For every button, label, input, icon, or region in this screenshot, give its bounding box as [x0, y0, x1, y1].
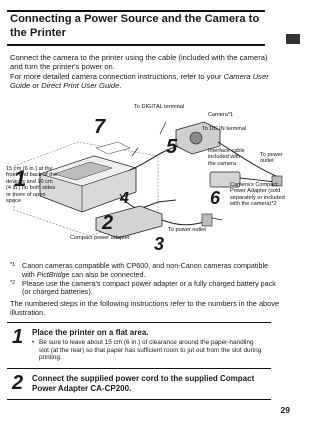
chapter-tab-marker — [286, 34, 300, 44]
intro-text: For more detailed camera connection instructions, refer to your — [10, 71, 224, 81]
label-line: or more of open — [6, 191, 46, 198]
bullet-dot: • — [32, 339, 35, 346]
label-line: the camera — [208, 160, 236, 167]
label-clearance — [6, 166, 62, 204]
step-bullet — [32, 339, 264, 362]
camera-lens-icon — [190, 132, 202, 144]
label-dc-in: To DC IN terminal — [202, 126, 247, 132]
label-line: (4 in.) on both sides — [6, 185, 56, 192]
footnote-text: Please use the camera's compact power adapter or a fully charged battery pack (or charged batteries). — [22, 278, 276, 297]
footnote-marker: *2 — [10, 279, 16, 286]
footnote-text: Canon cameras compatible with CP600, and non-Canon cameras compatible with — [22, 261, 269, 279]
numbered-steps-note: The numbered steps in the following instructions refer to the numbers in the above illustration. — [10, 299, 280, 317]
label-line: devices and 10 cm — [6, 178, 53, 185]
label-compact-power-adapter: Compact power adapter — [70, 235, 130, 241]
label-line: Power Adapter (sold — [230, 188, 281, 195]
label-line: To power — [260, 152, 283, 158]
label-camera-compact-adapter — [230, 182, 285, 208]
title-line-2: the Printer — [10, 27, 66, 39]
intro-text: or — [30, 80, 42, 90]
page-number: 29 — [280, 405, 290, 415]
callout-6: 6 — [210, 188, 221, 208]
step-number: 2 — [12, 372, 24, 394]
label-line: separately or included — [230, 194, 285, 201]
callout-7: 7 — [94, 116, 106, 138]
intro-paragraph — [10, 53, 272, 90]
intro-line-4 — [10, 81, 272, 90]
guide-title-camera-cont: Guide — [10, 80, 31, 90]
intro-line-3 — [10, 72, 272, 81]
step-number: 1 — [12, 326, 24, 348]
label-line: Interface cable — [208, 148, 245, 154]
footnote-marker: *1 — [10, 262, 16, 268]
callout-4: 4 — [120, 190, 129, 207]
label-power-outlet-printer: To power outlet — [168, 227, 206, 233]
footnote-text: can also be connected. — [69, 269, 146, 279]
footnote-1 — [10, 262, 280, 280]
callout-3: 3 — [154, 234, 165, 254]
connection-illustration — [6, 104, 292, 256]
paper-sheet-icon — [96, 142, 130, 154]
intro-line-2: and turn the printer's power on. — [10, 62, 115, 72]
label-camera: Camera*1 — [208, 112, 234, 118]
step-title: Connect the supplied power cord to the supplied Compact Power Adapter CA-CP200. — [32, 374, 255, 393]
label-digital-terminal: To DIGITAL terminal — [134, 104, 185, 110]
intro-line-1: Connect the camera to the printer using the cable (included with the camera) — [10, 53, 268, 62]
footnote-2 — [10, 280, 280, 298]
step-bullet-text: Be sure to leave about 15 cm (6 in.) of clearance around the paper-handling slot (at the rear) so that paper has sufficient room to jut out from the slot during printing. — [39, 339, 262, 362]
callout-2: 2 — [102, 212, 114, 234]
callout-1: 1 — [14, 166, 27, 191]
step-title: Place the printer on a flat area. — [32, 328, 149, 337]
label-line: space — [6, 198, 21, 205]
label-line: front and back of the — [6, 172, 57, 179]
label-line: outlet — [260, 158, 274, 165]
title-line-1: Connecting a Power Source and the Camera to — [10, 13, 260, 25]
callout-5: 5 — [166, 136, 178, 158]
label-power-outlet-camera — [260, 152, 283, 165]
intro-text: . — [119, 80, 122, 90]
step-1 — [7, 322, 271, 366]
guide-title-camera: Camera User — [223, 71, 269, 81]
pictbridge-term: PictBridge — [36, 269, 70, 279]
label-line: 15 cm (6 in.) at the — [6, 166, 53, 172]
page-title — [10, 12, 266, 40]
wall-plug-icon — [202, 214, 212, 226]
label-line: Camera's Compact — [230, 182, 278, 188]
footnotes — [10, 262, 280, 297]
label-line: with the camera)*2 — [230, 201, 277, 208]
step-2 — [7, 368, 271, 400]
label-interface-cable — [208, 148, 245, 167]
label-line: included with — [208, 154, 241, 161]
guide-title-direct-print: Direct Print User Guide — [41, 80, 120, 90]
